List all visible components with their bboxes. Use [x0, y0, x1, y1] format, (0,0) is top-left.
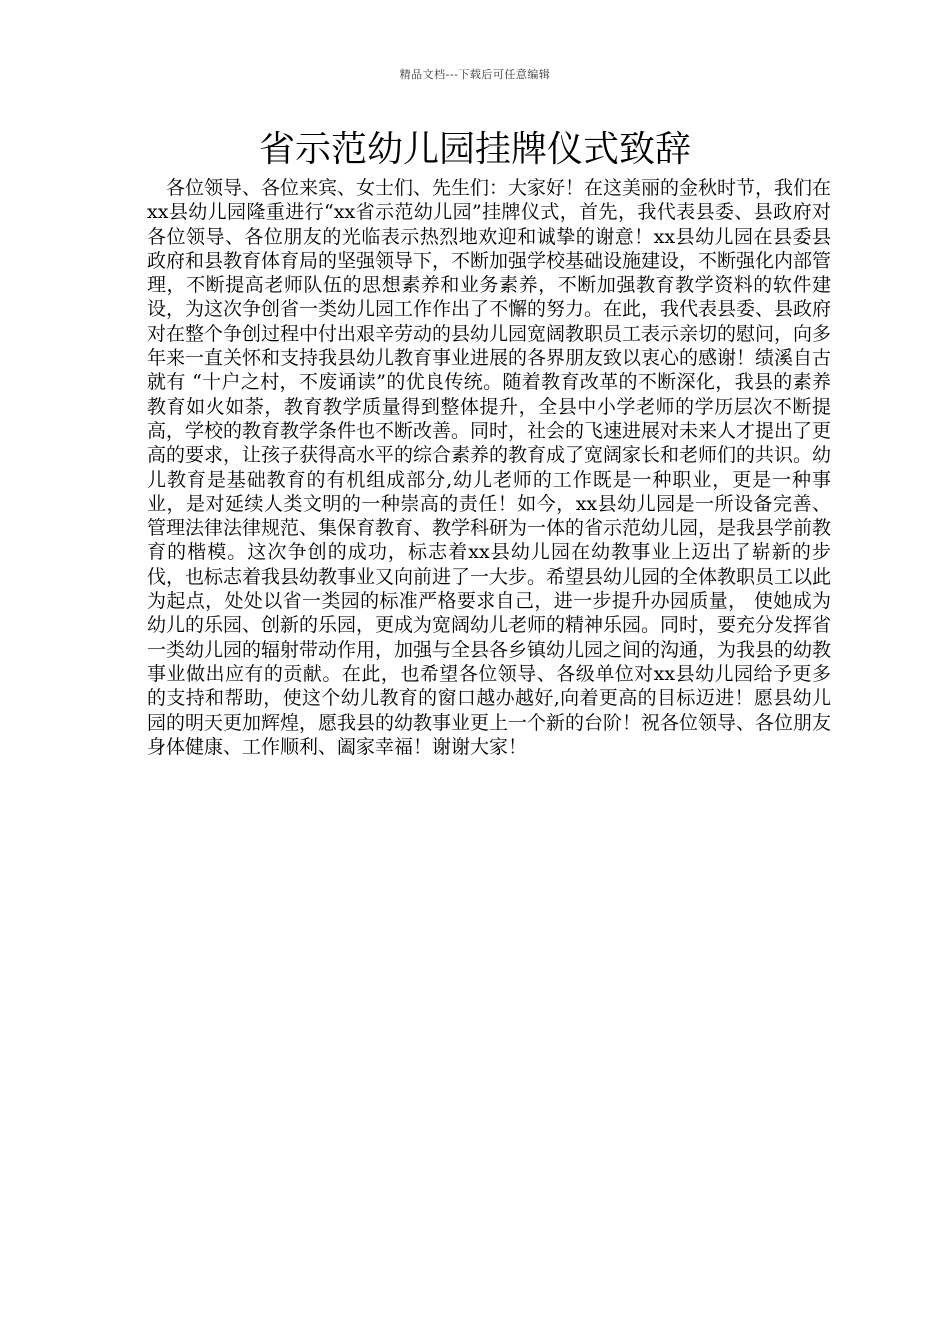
header-note: 精品文档---下载后可任意编辑	[399, 68, 551, 81]
document-body: 各位领导、各位来宾、女士们、先生们：大家好！在这美丽的金秋时节，我们在xx县幼儿园隆重进行“xx省示范幼儿园”挂牌仪式，首先，我代表县委、县政府对各位领导、各位朋友的光临表示热烈地欢迎和诚挚的谢意！xx县幼儿园在县委县政府和县教育体育局的坚强领导下，不断加强学校基础设施建设，不断强化内部管理，不断提高老师队伍的思想素养和业务素养，不断加强教育教学资料的软件建设，为这次争创省一类幼儿园工作作出了不懈的努力。在此，我代表县委、县政府对在整个争创过程中付出艰辛劳动的县幼儿园宽阔教职员工表示亲切的慰问，向多年来一直关怀和支持我县幼儿教育事业进展的各界朋友致以衷心的感谢！绩溪自古就有 “十户之村，不废诵读”的优良传统。随着教育改革的不断深化，我县的素养教育如火如荼，教育教学质量得到整体提升，全县中小学老师的学历层次不断提高，学校的教育教学条件也不断改善。同时，社会的飞速进展对未来人才提出了更高的要求，让孩子获得高水平的综合素养的教育成了宽阔家长和老师们的共识。幼儿教育是基础教育的有机组成部分,幼儿老师的工作既是一种职业，更是一种事业，是对延续人类文明的一种崇高的责任！如今，xx县幼儿园是一所设备完善、管理法律法律规范、集保育教育、教学科研为一体的省示范幼儿园，是我县学前教育的楷模。这次争创的成功，标志着xx县幼儿园在幼教事业上迈出了崭新的步伐，也标志着我县幼教事业又向前进了一大步。希望县幼儿园的全体教职员工以此为起点，处处以省一类园的标准严格要求自己，进一步提升办园质量， 使她成为幼儿的乐园、创新的乐园，更成为宽阔幼儿老师的精神乐园。同时，要充分发挥省一类幼儿园的辐射带动作用，加强与全县各乡镇幼儿园之间的沟通，为我县的幼教事业做出应有的贡献。在此，也希望各位领导、各级单位对xx县幼儿园给予更多的支持和帮助，使这个幼儿教育的窗口越办越好,向着更高的目标迈进！愿县幼儿园的明天更加辉煌，愿我县的幼教事业更上一个新的台阶！祝各位领导、各位朋友身体健康、工作顺利、阖家幸福！谢谢大家！	[147, 177, 832, 758]
document-title: 省示范幼儿园挂牌仪式致辞	[258, 129, 691, 170]
